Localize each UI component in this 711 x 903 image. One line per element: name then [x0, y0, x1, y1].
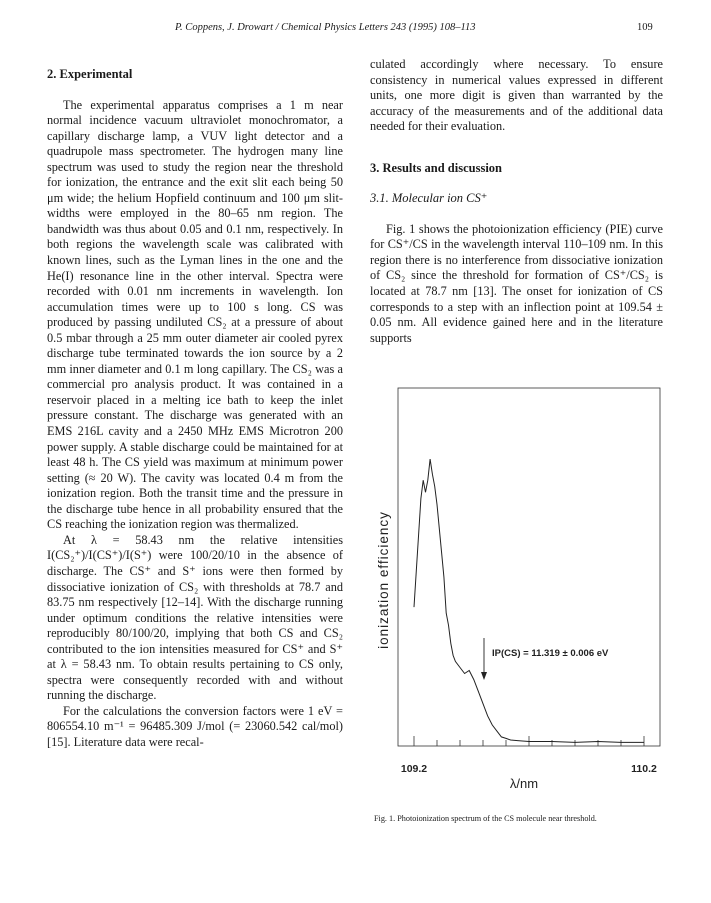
section-title-experimental: 2. Experimental	[47, 67, 133, 81]
paragraph-apparatus: The experimental apparatus comprises a 1 m near normal incidence vacuum ultraviolet monochromator, a capillary discharge lamp, a VUV light detector and a quadrupole mass spectrometer. The hydrogen many line spectrum was used to study the region near the threshold for ionization, the entrance and the exit slit each being 50 μm wide; the helium Hopfield continuum and 100 μm slit-widths were employed in the 80–65 nm region. The bandwidth was thus about 0.05 and 0.1 nm, respectively. In both regions the wavelength scale was calibrated with known lines, such as the Lyman lines in the one and the He(I) resonance line in the other interval. Spectra were recorded with 0.01 nm increments in wavelength. Ion accumulation times were up to 100 s long. CS was produced by passing undiluted CS₂ at a pressure of about 0.5 mbar through a 25 mm outer diameter air cooled pyrex discharge tube terminated towards the ion source by a 2 mm inner diameter and 0.1 m long capillary. The CS₂ was a commercial pro analysis product. It was contained in a reservoir placed in a melting ice bath to keep the inlet pressure constant. The discharge was generated with an EMS 216L cavity and a 2450 MHz EMS Microtron 200 power supply. A stable discharge could be maintained for at least 48 h. The CS yield was maximum at minimum power setting (≈ 20 W). The cavity was located 0.4 m from the ionization region. Both the transit time and the pressure in the discharge tube hence in all probability ensured that the CS reaching the ionization region was thermalized.	[47, 97, 343, 532]
left-column	[47, 67, 343, 751]
paragraph-continued: culated accordingly where necessary. To ensure consistency in numerical values expressed in different units, one more digit is given than warranted by the accuracy of the measurements and of the additional data needed for their evaluation.	[370, 57, 663, 134]
subsection-title: 3.1. Molecular ion CS⁺	[370, 191, 488, 206]
pie-spectrum-chart	[374, 384, 668, 792]
plot-frame	[398, 388, 660, 746]
running-head	[0, 22, 711, 36]
paragraph-results: Fig. 1 shows the photoionization efficiency (PIE) curve for CS⁺/CS in the wavelength interval 110–109 nm. In this region there is no interference from dissociative ionization of CS₂ since the threshold for formation of CS⁺/CS₂ is located at 78.7 nm [13]. The onset for ionization of CS corresponds to a step with an inflection point at 109.54 ± 0.05 nm. All evidence gained here and in the literature supports	[370, 221, 663, 345]
x-tick-label-left: 109.2	[400, 763, 428, 775]
x-tick-label-right: 110.2	[631, 763, 657, 775]
annotation-arrowhead	[481, 672, 487, 680]
page-number: 109	[637, 22, 653, 33]
right-column	[370, 57, 663, 346]
section-title-results: 3. Results and discussion	[370, 160, 502, 175]
ip-annotation: IP(CS) = 11.319 ± 0.006 eV	[492, 648, 609, 659]
figure-caption: Fig. 1. Photoionization spectrum of the CS molecule near threshold.	[374, 814, 597, 823]
figure-1	[374, 384, 668, 792]
paragraph-intensities: At λ = 58.43 nm the relative intensities I(CS₂⁺)/I(CS⁺)/I(S⁺) were 100/20/10 in the absence of discharge. The CS⁺ and S⁺ ions were then formed by dissociative ionization of CS₂ with thresholds at 78.7 and 83.75 nm respectively [12–14]. With the discharge running under optimum conditions the relative intensities were reproducibly 80/100/20, implying that both CS and CS₂ contributed to the ion intensities measured for CS⁺ and S⁺ at λ = 58.43 nm. To obtain results pertaining to CS only, spectra were consequently recorded with and without running the discharge.	[47, 532, 343, 703]
pie-curve	[414, 459, 644, 742]
running-title: P. Coppens, J. Drowart / Chemical Physics Letters 243 (1995) 108–113	[175, 22, 476, 33]
y-axis-label: ionization efficiency	[376, 511, 391, 649]
x-axis-label: λ/nm	[509, 776, 539, 791]
paragraph-conversion: For the calculations the conversion factors were 1 eV = 806554.10 m⁻¹ = 96485.309 J/mol (= 23060.542 cal/mol) [15]. Literature data were recal-	[47, 703, 343, 749]
